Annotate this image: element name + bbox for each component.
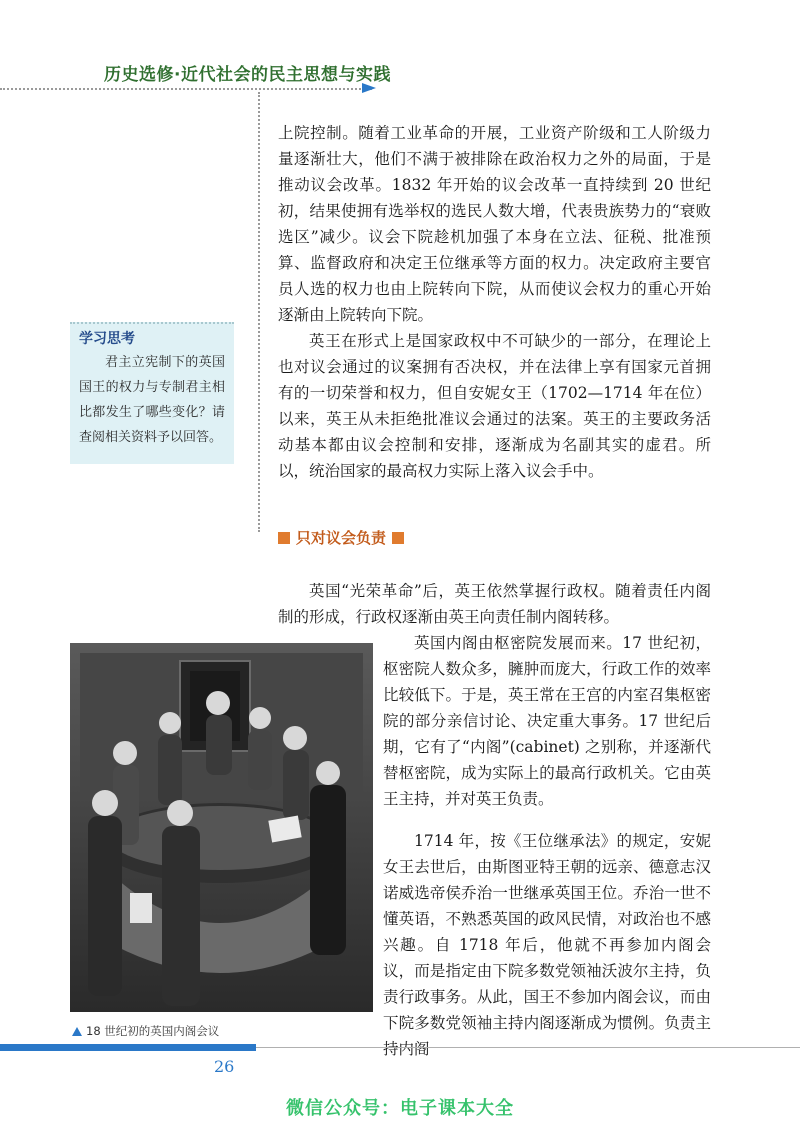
paragraph-4: 英国内阁由枢密院发展而来。17 世纪初，枢密院人数众多，臃肿而庞大，行政工作的效率比较低下。于是，英王常在王宫的内室召集枢密院的部分亲信讨论、决定重大事务。17 世纪后期，它有了“内阁”(cabinet) 之别称，并逐渐代替枢密院，成为实际上的最高行政机关。它由英王主持，并对英王负责。: [383, 634, 711, 808]
footer-rule: [256, 1047, 800, 1048]
paragraph-3: 英国“光荣革命”后，英王依然掌握行政权。随着责任内阁制的形成，行政权逐渐由英王向责任制内阁转移。: [278, 582, 711, 626]
header-divider: [0, 88, 372, 90]
figure-caption: [72, 1023, 219, 1039]
paragraph-1: 上院控制。随着工业革命的开展，工业资产阶级和工人阶级力量逐渐壮大，他们不满于被排除在政治权力之外的局面，于是推动议会改革。1832 年开始的议会改革一直持续到 20 世纪初，结果使拥有选举权的选民人数大增，代表贵族势力的“衰败选区”减少。议会下院趁机加强了本身在立法、征税、批准预算、监督政府和决定王位继承等方面的权力。决定政府主要官员人选的权力也由上院转向下院，从而使议会权力的重心开始逐渐由上院转向下院。: [278, 124, 711, 324]
study-think-body: 君主立宪制下的英国国王的权力与专制君主相比都发生了哪些变化？请查阅相关资料予以回答。: [79, 355, 225, 445]
study-think-box: [70, 322, 234, 464]
arrow-icon: [362, 83, 376, 93]
paragraph-2: 英王在形式上是国家政权中不可缺少的一部分，在理论上也对议会通过的议案拥有否决权，并在法律上享有国家元首拥有的一切荣誉和权力，但自安妮女王（1702—1714 年在位）以来，英王从未拒绝批准议会通过的法案。英王的主要政务活动基本都由议会控制和安排，逐渐成为名副其实的虚君。所以，统治国家的最高权力实际上落入议会手中。: [278, 332, 711, 480]
watermark-text: 微信公众号：电子课本大全: [286, 1098, 514, 1119]
study-think-title: 学习思考: [79, 331, 135, 347]
page-number: 26: [214, 1057, 235, 1076]
section-heading-text: 只对议会负责: [296, 529, 387, 547]
triangle-icon: [72, 1027, 82, 1036]
engraving-image: [70, 643, 373, 1012]
square-bullet-icon: [392, 532, 404, 544]
figure-caption-text: 18 世纪初的英国内阁会议: [86, 1024, 220, 1038]
section-heading: [278, 527, 404, 548]
body-text-top: [278, 120, 711, 484]
square-bullet-icon: [278, 532, 290, 544]
margin-divider: [258, 92, 260, 532]
paragraph-5: 1714 年，按《王位继承法》的规定，安妮女王去世后，由斯图亚特王朝的远亲、德意志汉诺威选帝侯乔治一世继承英国王位。乔治一世不懂英语，不熟悉英国的政风民情，对政治也不感兴趣。自 1718 年后，他就不再参加内阁会议，而是指定由下院多数党领袖沃波尔主持，负责行政事务。从此，国王不参加内阁会议，而由下院多数党领袖主持内阁逐渐成为惯例。负责主持内阁: [383, 832, 711, 1058]
footer-blue-bar: [0, 1044, 256, 1051]
cabinet-meeting-illustration: [70, 643, 373, 1012]
header-title: 历史选修·近代社会的民主思想与实践: [104, 65, 391, 85]
page-header: [0, 0, 800, 100]
